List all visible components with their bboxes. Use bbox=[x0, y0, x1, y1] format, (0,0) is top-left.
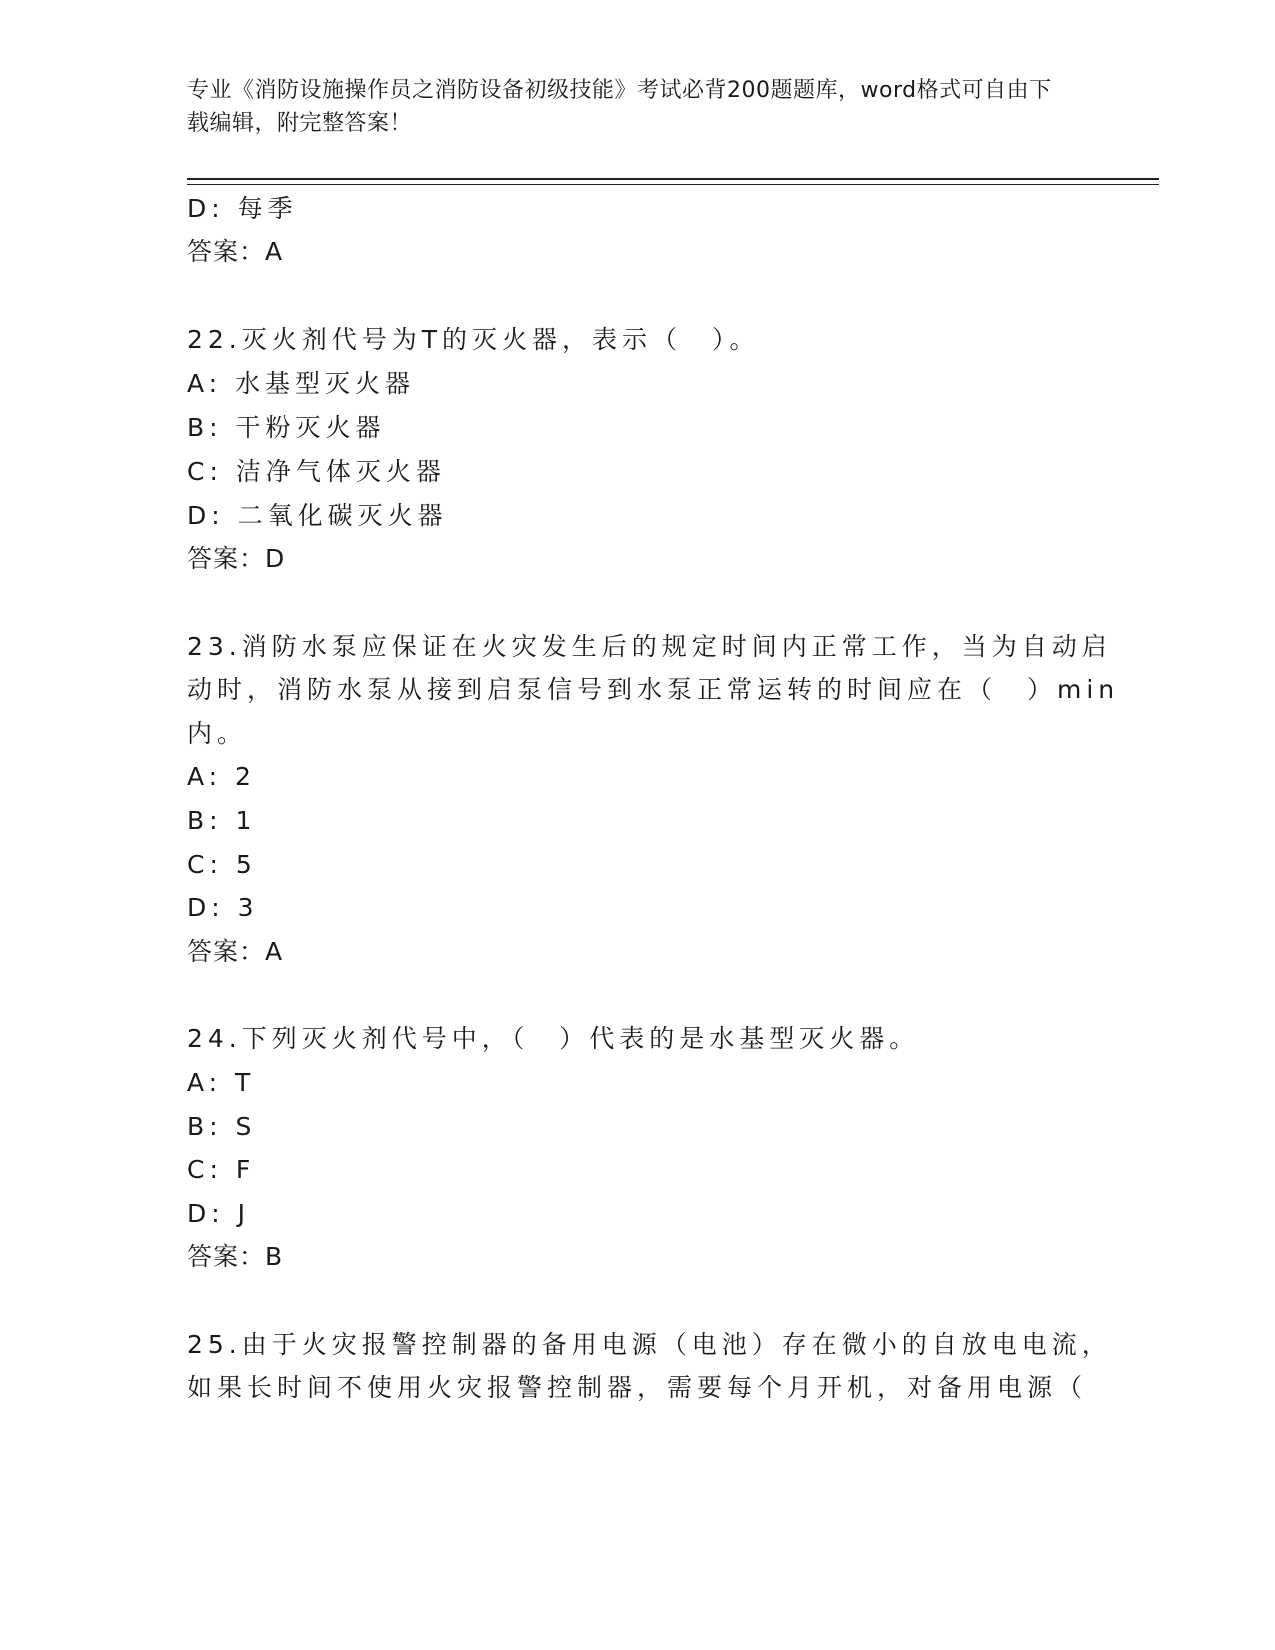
question-23-answer: 答案：A bbox=[187, 937, 284, 966]
question-23-option-b: B: 1 bbox=[187, 806, 257, 835]
question-24-answer: 答案：B bbox=[187, 1242, 284, 1271]
question-23-stem-line-1: 23.消防水泵应保证在火灾发生后的规定时间内正常工作，当为自动启 bbox=[187, 632, 1112, 661]
document-header: 专业《消防设施操作员之消防设备初级技能》考试必背200题题库，word格式可自由下载编辑，附完整答案！ bbox=[187, 78, 1052, 136]
question-24-stem: 24.下列灭火剂代号中，（ ）代表的是水基型灭火器。 bbox=[187, 1024, 920, 1053]
question-23-option-c: C: 5 bbox=[187, 850, 257, 879]
question-24-option-d: D: J bbox=[187, 1199, 250, 1228]
prev-option-d: D: 每季 bbox=[187, 194, 298, 223]
question-22-option-a: A: 水基型灭火器 bbox=[187, 369, 416, 398]
question-22-option-d: D: 二氧化碳灭火器 bbox=[187, 501, 448, 530]
question-23-stem-line-3: 内。 bbox=[187, 719, 248, 748]
question-22-option-b: B: 干粉灭火器 bbox=[187, 413, 386, 442]
question-23-stem-line-2: 动时，消防水泵从接到启泵信号到水泵正常运转的时间应在（ ）min bbox=[187, 675, 1120, 704]
prev-answer: 答案：A bbox=[187, 237, 284, 266]
question-25-stem-line-1: 25.由于火灾报警控制器的备用电源（电池）存在微小的自放电电流， bbox=[187, 1330, 1112, 1359]
question-23-option-d: D: 3 bbox=[187, 893, 259, 922]
question-24-option-a: A: T bbox=[187, 1068, 256, 1097]
question-25-stem-line-2: 如果长时间不使用火灾报警控制器，需要每个月开机，对备用电源（ bbox=[187, 1373, 1088, 1402]
header-divider-thick bbox=[187, 178, 1159, 180]
question-24-option-c: C: F bbox=[187, 1155, 256, 1184]
question-22-stem: 22.灭火剂代号为T的灭火器，表示（ ）。 bbox=[187, 325, 760, 354]
question-22-option-c: C: 洁净气体灭火器 bbox=[187, 457, 446, 486]
header-divider-thin bbox=[187, 184, 1159, 185]
question-22-answer: 答案：D bbox=[187, 544, 286, 573]
question-24-option-b: B: S bbox=[187, 1112, 257, 1141]
question-23-option-a: A: 2 bbox=[187, 762, 256, 791]
